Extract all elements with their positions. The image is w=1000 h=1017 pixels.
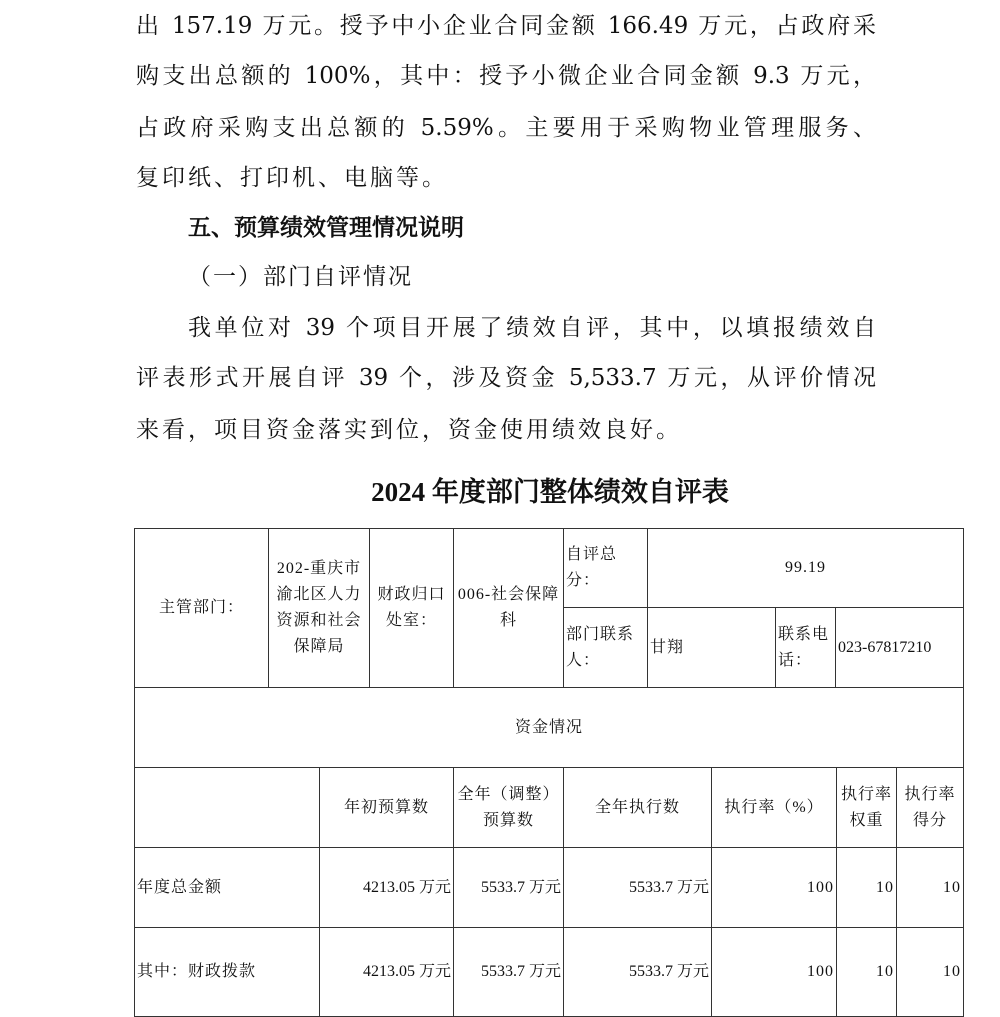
table-title: 2024 年度部门整体绩效自评表: [371, 477, 729, 507]
score-value: 99.19: [647, 528, 964, 608]
phone-label: 联系电话：: [775, 607, 836, 688]
table-cell: 4213.05 万元: [319, 927, 454, 1017]
table-cell: 100: [711, 847, 837, 928]
table-cell: 5533.7 万元: [453, 847, 564, 928]
table-cell: 5533.7 万元: [563, 927, 712, 1017]
body-line: 来看，项目资金落实到位，资金使用绩效良好。: [136, 417, 682, 443]
header-cell: 执行率得分: [896, 767, 964, 848]
header-blank: [134, 767, 320, 848]
body-line: 出 157.19 万元。授予中小企业合同金额 166.49 万元，占政府采: [136, 13, 876, 39]
body-line: 占政府采购支出总额的 5.59%。主要用于采购物业管理服务、: [136, 115, 876, 141]
table-cell: 10: [836, 927, 897, 1017]
body-line: 复印纸、打印机、电脑等。: [136, 165, 448, 191]
contact-value: 甘翔: [647, 607, 776, 688]
table-cell: 5533.7 万元: [563, 847, 712, 928]
section-heading: 五、预算绩效管理情况说明: [188, 214, 464, 241]
row-label: 其中：财政拨款: [134, 927, 320, 1017]
table-cell: 10: [836, 847, 897, 928]
contact-label: 部门联系人：: [563, 607, 648, 688]
table-cell: 10: [896, 847, 964, 928]
dept-label: 主管部门：: [134, 528, 269, 688]
phone-value: 023-67817210: [835, 607, 964, 688]
subsection-heading: （一）部门自评情况: [188, 264, 413, 290]
row-label: 年度总金额: [134, 847, 320, 928]
table-cell: 100: [711, 927, 837, 1017]
score-label: 自评总分：: [563, 528, 648, 608]
table-cell: 5533.7 万元: [453, 927, 564, 1017]
funds-section-header: 资金情况: [134, 687, 964, 768]
body-line: 评表形式开展自评 39 个，涉及资金 5,533.7 万元，从评价情况: [136, 365, 876, 391]
header-cell: 执行率权重: [836, 767, 897, 848]
body-line: 我单位对 39 个项目开展了绩效自评，其中，以填报绩效自: [188, 315, 876, 341]
header-cell: 全年（调整）预算数: [453, 767, 564, 848]
header-cell: 全年执行数: [563, 767, 712, 848]
table-cell: 4213.05 万元: [319, 847, 454, 928]
fin-label: 财政归口处室：: [369, 528, 454, 688]
body-line: 购支出总额的 100%，其中：授予小微企业合同金额 9.3 万元，: [136, 63, 876, 89]
header-cell: 执行率（%）: [711, 767, 837, 848]
header-cell: 年初预算数: [319, 767, 454, 848]
table-cell: 10: [896, 927, 964, 1017]
dept-value: 202-重庆市渝北区人力资源和社会保障局: [268, 528, 370, 688]
fin-value: 006-社会保障科: [453, 528, 564, 688]
